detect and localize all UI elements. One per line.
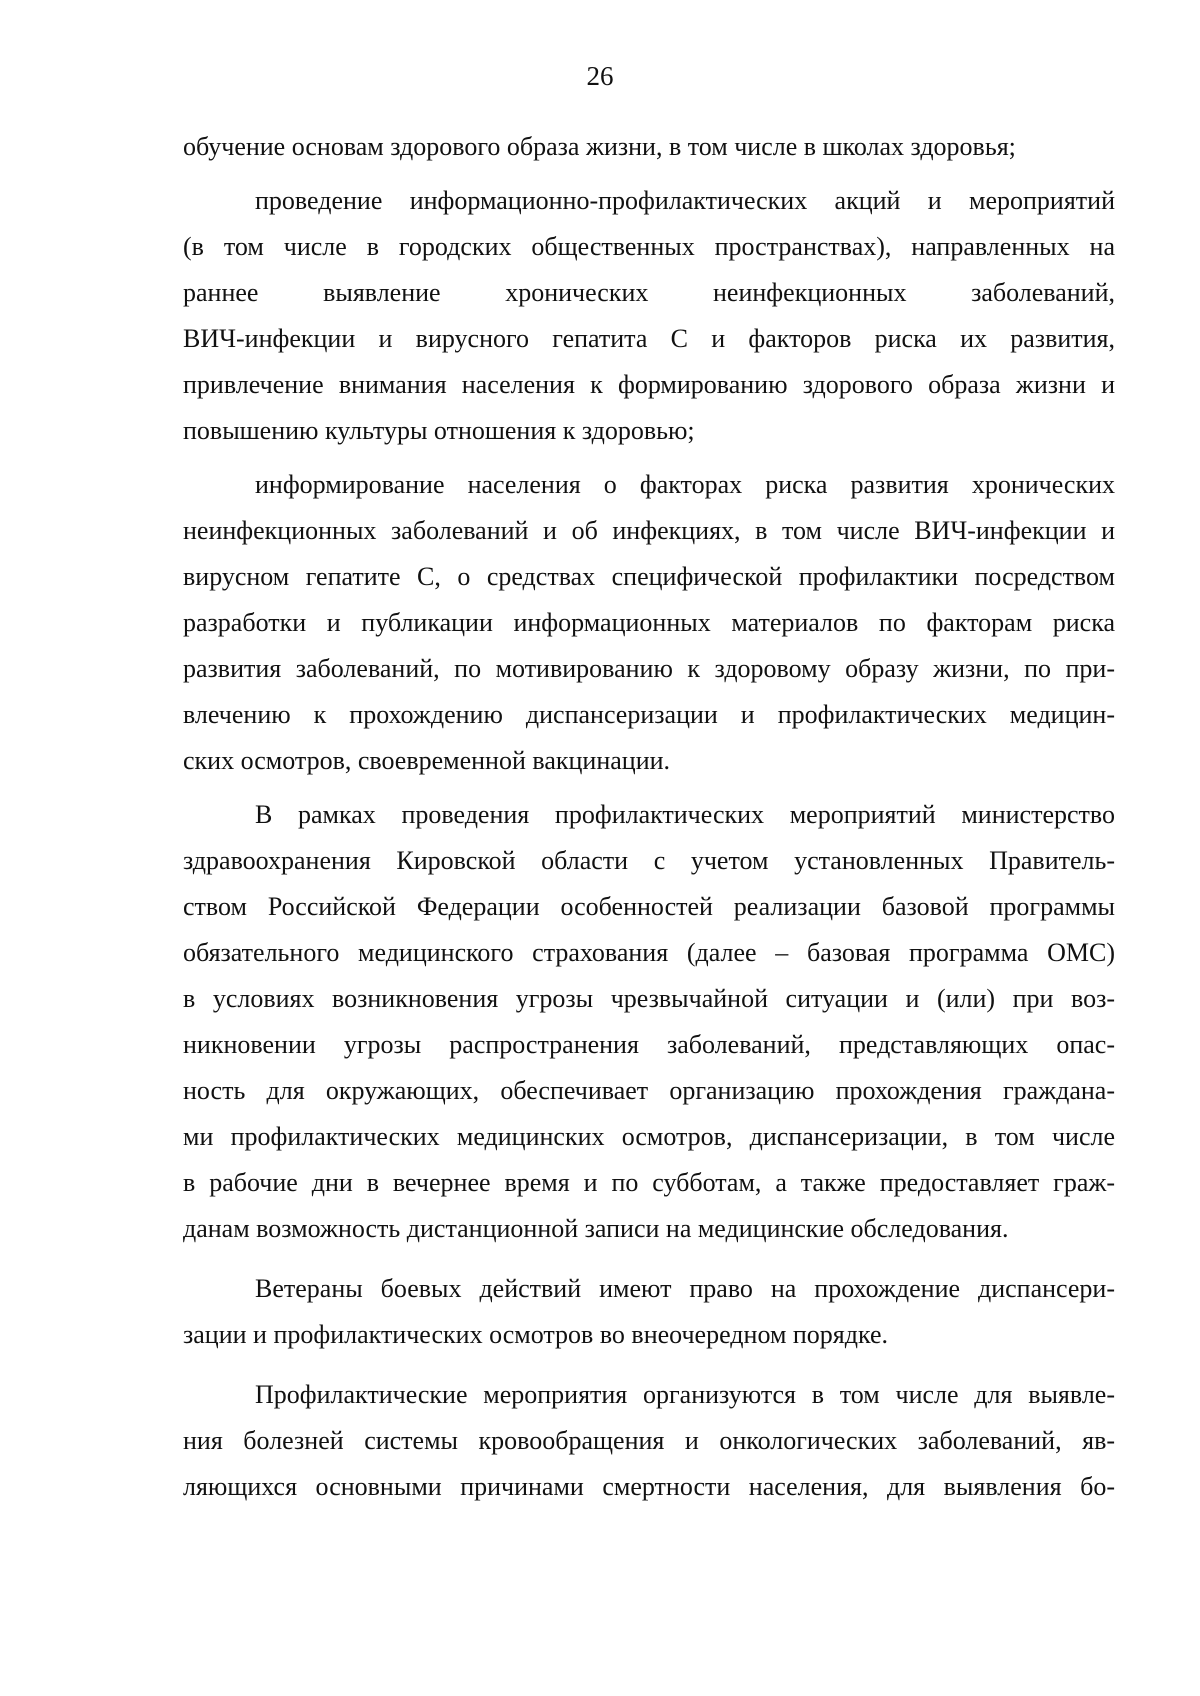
text-line: вирусном гепатите С, о средствах специфической профилактики посредством [183,562,1115,591]
text-line: (в том числе в городских общественных пространствах), направленных на [183,232,1115,261]
text-line: В рамках проведения профилактических мероприятий министерство [255,800,1115,829]
text-line: ВИЧ-инфекции и вирусного гепатита С и факторов риска их развития, [183,324,1115,353]
paragraph [183,1372,1115,1510]
text-line: информирование населения о факторах риска развития хронических [255,470,1115,499]
text-line: обучение основам здорового образа жизни, в том числе в школах здоровья; [183,132,1016,161]
text-line: влечению к прохождению диспансеризации и профилактических медицин- [183,700,1115,729]
text-line: развития заболеваний, по мотивированию к здоровому образу жизни, по при- [183,654,1115,683]
text-line: неинфекционных заболеваний и об инфекциях, в том числе ВИЧ-инфекции и [183,516,1115,545]
text-line: раннее выявление хронических неинфекционных заболеваний, [183,278,1115,307]
text-line: зации и профилактических осмотров во внеочередном порядке. [183,1320,889,1349]
paragraph [183,1266,1115,1358]
text-line: никновении угрозы распространения заболеваний, представляющих опас- [183,1030,1115,1059]
text-line: в условиях возникновения угрозы чрезвычайной ситуации и (или) при воз- [183,984,1115,1013]
document-body [183,124,1115,1510]
text-line: данам возможность дистанционной записи на медицинские обследования. [183,1214,1009,1243]
text-line: ность для окружающих, обеспечивает организацию прохождения граждана- [183,1076,1115,1105]
text-line: ских осмотров, своевременной вакцинации. [183,746,671,775]
text-line: обязательного медицинского страхования (далее – базовая программа ОМС) [183,938,1115,967]
text-line: Профилактические мероприятия организуются в том числе для выявле- [255,1380,1115,1409]
paragraph [183,124,1115,170]
text-line: ляющихся основными причинами смертности населения, для выявления бо- [183,1472,1115,1501]
text-line: в рабочие дни в вечернее время и по субботам, а также предоставляет граж- [183,1168,1115,1197]
text-line: разработки и публикации информационных материалов по факторам риска [183,608,1115,637]
text-line: Ветераны боевых действий имеют право на прохождение диспансери- [255,1274,1115,1303]
text-line: повышению культуры отношения к здоровью; [183,416,695,445]
text-line: ством Российской Федерации особенностей реализации базовой программы [183,892,1115,921]
text-line: здравоохранения Кировской области с учетом установленных Правитель- [183,846,1115,875]
paragraph [183,792,1115,1252]
page-number: 26 [586,61,614,91]
text-line: проведение информационно-профилактических акций и мероприятий [255,186,1115,215]
text-line: ния болезней системы кровообращения и онкологических заболеваний, яв- [183,1426,1115,1455]
paragraph [183,462,1115,784]
text-line: привлечение внимания населения к формированию здорового образа жизни и [183,370,1115,399]
text-line: ми профилактических медицинских осмотров, диспансеризации, в том числе [183,1122,1115,1151]
paragraph [183,178,1115,454]
